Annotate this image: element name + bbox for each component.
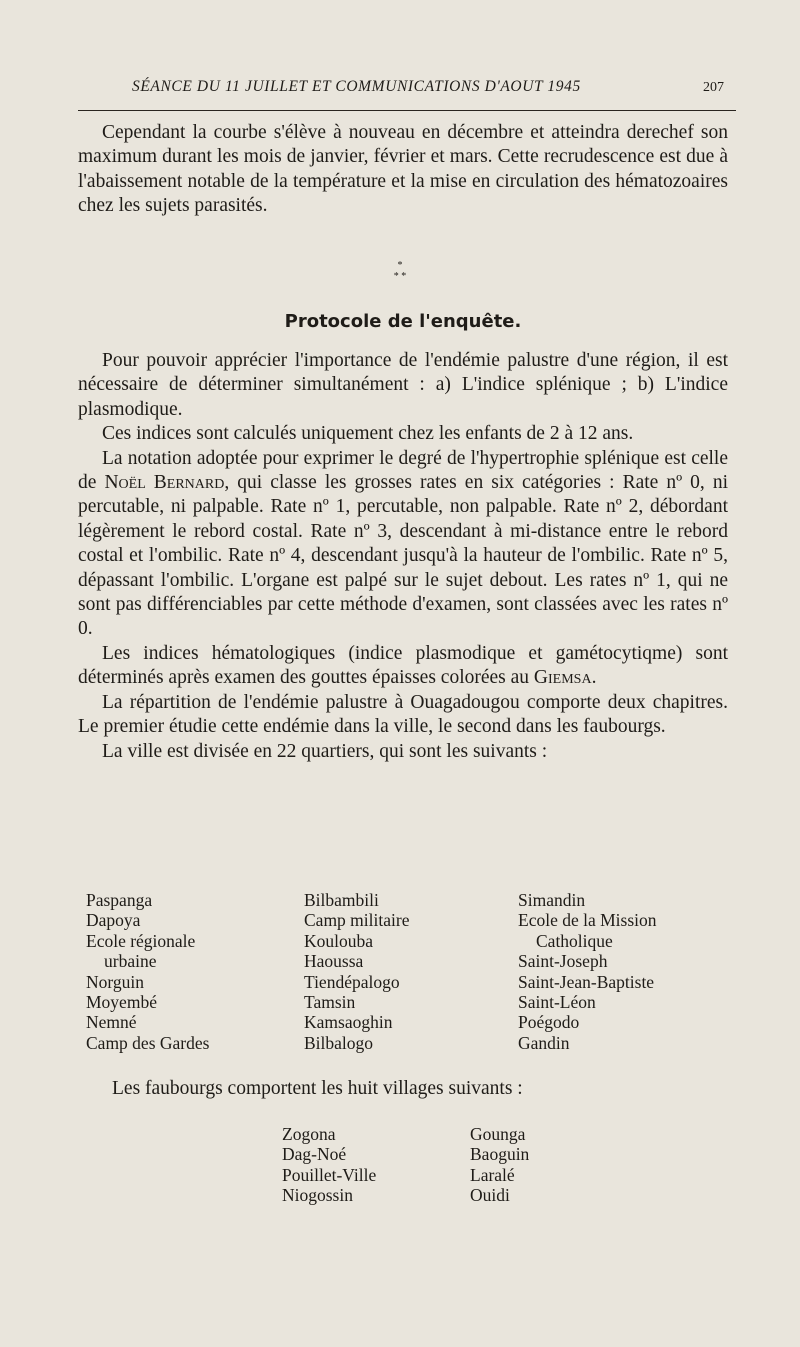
- list-item: Baoguin: [470, 1144, 530, 1165]
- paragraph-4-start: La notation adoptée pour exprimer le degré de l'hypertrophie splénique est celle de: [78, 447, 728, 494]
- list-item: Nemné: [86, 1012, 137, 1033]
- list-item: Koulouba: [304, 930, 374, 951]
- list-item: Catholique: [536, 930, 613, 951]
- running-title: SÉANCE DU 11 JUILLET ET COMMUNICATIONS D'AOUT 1945: [132, 78, 581, 95]
- list-item: Gounga: [470, 1124, 526, 1144]
- list-item: Ecole régionale: [86, 930, 196, 951]
- list-item: Camp militaire: [304, 910, 410, 931]
- list-item: Moyembé: [86, 992, 157, 1013]
- list-item: Norguin: [86, 971, 145, 992]
- list-item: Saint-Léon: [518, 992, 596, 1013]
- list-item: Ouidi: [470, 1185, 510, 1206]
- header-rule: [78, 110, 736, 111]
- paragraph-1: Cependant la courbe s'élève à nouveau en décembre et atteindra derechef son maximum durant les mois de janvier, février et mars. Cette recrudescence est due à l'abaissement notable de la température et la mise en circulation des hématozoaires chez les sujets parasités.: [78, 122, 728, 217]
- quartiers-column-1: [86, 890, 209, 1053]
- quartiers-column-2: [304, 890, 409, 1053]
- author-name: Noël Bernard: [104, 472, 225, 494]
- list-item: Tamsin: [304, 992, 356, 1013]
- paragraph-5-end: .: [591, 667, 597, 689]
- paragraph-5-start: Les indices hématologiques (indice plasmodique et gamétocytiqme) sont déterminés après examen des gouttes épaisses colorées au: [78, 642, 728, 689]
- paragraph-2: Pour pouvoir apprécier l'importance de l'endémie palustre d'une région, il est nécessaire de déterminer simultanément : a) L'indice splénique ; b) L'indice plasmodique.: [78, 350, 728, 420]
- list-item: Haoussa: [304, 951, 364, 972]
- list-item: Dag-Noé: [282, 1144, 347, 1165]
- paragraph-7: La ville est divisée en 22 quartiers, qui sont les suivants :: [102, 740, 548, 762]
- list-item: Niogossin: [282, 1185, 353, 1206]
- list-item: Tiendépalogo: [304, 971, 400, 992]
- section-title: Protocole de l'enquête.: [284, 311, 522, 332]
- list-item: Saint-Joseph: [518, 951, 608, 972]
- paragraph-4-end: , qui classe les grosses rates en six catégories : Rate nº 0, ni percutable, ni palpable. Rate nº 1, percutable, non palpable. Rate nº 2, débordant légèrement le rebord costal. Rate nº 3, descendant à mi-distance entre le rebord costal et l'ombilic. Rate nº 4, descendant jusqu'à la hauteur de l'ombilic. Rate nº 5, dépassant l'ombilic. L'organe est palpé sur le sujet debout. Les rates nº 1, qui ne sont pas différenciables par cette méthode d'examen, sont classées avec les rates nº 0.: [78, 472, 728, 640]
- running-header: [78, 78, 738, 104]
- list-item: Ecole de la Mission: [518, 910, 657, 931]
- page-number: 207: [703, 80, 724, 95]
- quartiers-column-3: [518, 890, 657, 1053]
- section-separator-stars: * * *: [393, 260, 407, 282]
- list-item: Bilbambili: [304, 890, 379, 910]
- stain-name: Giemsa: [533, 667, 592, 689]
- list-item: Camp des Gardes: [86, 1032, 210, 1053]
- list-item: Paspanga: [86, 890, 153, 910]
- list-item: Simandin: [518, 890, 586, 910]
- list-item: Bilbalogo: [304, 1032, 374, 1053]
- list-item: Kamsaoghin: [304, 1012, 393, 1033]
- list-item: Pouillet-Ville: [282, 1164, 377, 1185]
- villages-column-2: [470, 1124, 529, 1206]
- paragraph-5: [78, 642, 728, 691]
- protocol-text: [78, 349, 728, 764]
- paragraph-6: La répartition de l'endémie palustre à Ouagadougou comporte deux chapitres. Le premier étudie cette endémie dans la ville, le second dans les faubourgs.: [78, 691, 728, 738]
- paragraph-4: [78, 447, 728, 642]
- list-item: Gandin: [518, 1032, 570, 1053]
- list-item: urbaine: [104, 951, 157, 972]
- paragraph-8: Les faubourgs comportent les huit villages suivants :: [112, 1078, 523, 1099]
- list-item: Saint-Jean-Baptiste: [518, 971, 655, 992]
- paragraph-3: Ces indices sont calculés uniquement chez les enfants de 2 à 12 ans.: [102, 423, 634, 445]
- list-item: Poégodo: [518, 1012, 580, 1033]
- list-item: Zogona: [282, 1124, 336, 1144]
- list-item: Dapoya: [86, 910, 141, 931]
- list-item: Laralé: [470, 1164, 515, 1185]
- villages-column-1: [282, 1124, 376, 1206]
